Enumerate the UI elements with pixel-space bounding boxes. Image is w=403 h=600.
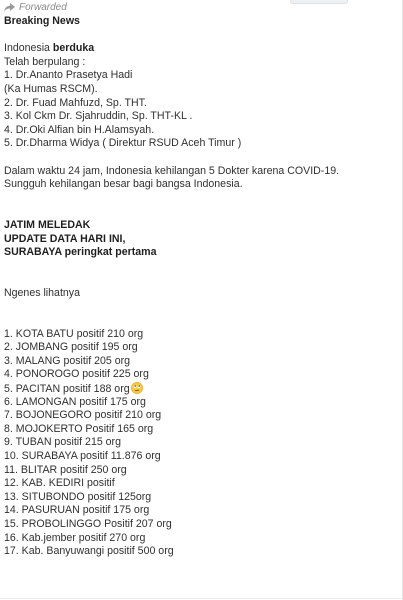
forwarded-indicator: [4, 1, 67, 13]
para1-title: [4, 42, 396, 56]
message-header: Breaking News: [4, 15, 80, 27]
list-item: 4. PONOROGO positif 225 org: [4, 368, 149, 381]
para1-line: 3. Kol Ckm Dr. Sjahruddin, Sp. THT-KL .: [4, 110, 193, 123]
ngenes-line: Ngenes lihatnya: [4, 286, 80, 299]
para1-line: Telah berpulang :: [4, 55, 86, 68]
para1-line: (Ka Humas RSCM).: [4, 82, 98, 95]
list-item: 13. SITUBONDO positif 125org: [4, 490, 152, 503]
list-item: 7. BOJONEGORO positif 210 org: [4, 409, 162, 422]
para1-bold: berduka: [52, 42, 95, 55]
para1-line: 5. Dr.Dharma Widya ( Direktur RSUD Aceh Timur ): [4, 137, 242, 150]
list-item: 2. JOMBANG positif 195 org: [4, 341, 138, 354]
message-menu-chip[interactable]: [290, 0, 348, 4]
list-item: 15. PROBOLINGGO Positif 207 org: [4, 517, 172, 530]
list-item-text: 5. PACITAN positif 188 org: [4, 383, 130, 396]
list-item: 1. KOTA BATU positif 210 org: [4, 327, 144, 340]
list-item: 17. Kab. Banyuwangi positif 500 org: [4, 545, 174, 558]
para1-prefix: Indonesia: [4, 42, 53, 55]
forwarded-label: Forwarded: [19, 1, 67, 13]
bold-line-1: JATIM MELEDAK: [4, 218, 91, 231]
para2-line: Dalam waktu 24 jam, Indonesia kehilangan 5 Dokter karena COVID-19.: [4, 164, 340, 177]
bottom-divider: [0, 598, 403, 599]
bold-line-3: [4, 246, 396, 260]
list-item: 8. MOJOKERTO Positif 165 org: [4, 422, 154, 435]
bold-line-2: UPDATE DATA HARI INI,: [4, 232, 126, 245]
bold-line-3-city: SURABAYA: [4, 246, 62, 259]
para1-line: 1. Dr.Ananto Prasetya Hadi: [4, 69, 133, 82]
para1-line: 2. Dr. Fuad Mahfuzd, Sp. THT.: [4, 96, 147, 109]
list-item: 6. LAMONGAN positif 175 org: [4, 395, 146, 408]
list-item-with-emoji: [4, 382, 396, 396]
list-item: 10. SURABAYA positif 11.876 org: [4, 450, 161, 462]
list-item: 14. PASURUAN positif 175 org: [4, 504, 150, 517]
forward-arrow-icon: [4, 3, 15, 12]
para1-line: 4. Dr.Oki Alfian bin H.Alamsyah.: [4, 123, 155, 136]
list-item: 11. BLITAR positif 250 org: [4, 463, 127, 476]
list-item: 3. MALANG positif 205 org: [4, 354, 131, 367]
list-item: 16. Kab.jember positif 270 org: [4, 531, 146, 544]
list-item: 12. KAB. KEDIRI positif: [4, 477, 115, 490]
para2-line: Sungguh kehilangan besar bagi bangsa Indonesia.: [4, 178, 243, 191]
bold-line-3-rest: peringkat pertama: [61, 246, 157, 259]
list-item: 9. TUBAN positif 215 org: [4, 436, 121, 449]
message-text: [4, 15, 396, 559]
